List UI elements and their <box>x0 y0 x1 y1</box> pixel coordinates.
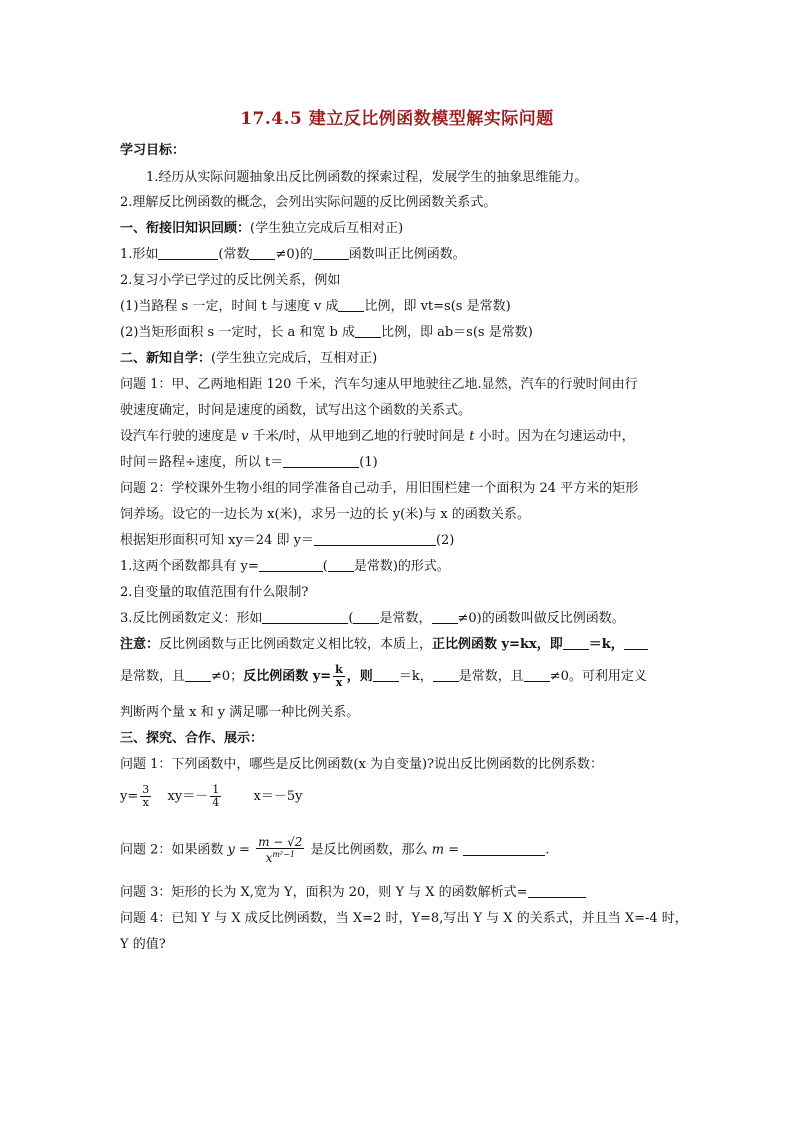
section-1-heading: 一、衔接旧知识回顾：(学生独立完成后互相对正) <box>120 221 404 236</box>
blank <box>433 668 459 682</box>
exercise-4-line-1: 问题 4：已知 Y 与 X 成反比例函数，当 X=2 时，Y=8,写出 Y 与 X 的关系式，并且当 X=-4 时， <box>120 911 688 926</box>
exercise-1-functions: y= $\frac{3}{x}$ xy＝－ $\frac{1}{4}$ x＝－5y <box>120 783 303 809</box>
question-2-2: (2)当矩形面积 s 一定时，长 a 和宽 b 成 比例，即 ab＝s(s 是常数) <box>120 325 533 340</box>
blank <box>262 610 348 624</box>
goals-heading: 学习目标： <box>120 143 186 158</box>
blank <box>355 324 381 338</box>
fraction-k-over-x: $\frac{k}{x}$ <box>335 663 343 689</box>
problem-2-line-3: 根据矩形面积可知 xy＝24 即 y＝ (2) <box>120 533 455 548</box>
problem-1-line-1: 问题 1：甲、乙两地相距 120 千米，汽车匀速从甲地驶往乙地.显然，汽车的行驶时间由行 <box>120 377 638 392</box>
note-line-1: 注意：反比例函数与正比例函数定义相比较，本质上，正比例函数 y=kx，即 ＝k， <box>120 636 648 654</box>
page-title: 17.4.5 建立反比例函数模型解实际问题 <box>240 109 554 129</box>
exercise-2: 问题 2：如果函数 y = $\frac{m - √2}{x^{m^2-1}}$ 是反比例函数，那么 m = . <box>120 835 550 865</box>
question-2-1: (1)当路程 s 一定，时间 t 与速度 v 成 比例，即 vt=s(s 是常数) <box>120 299 511 314</box>
section-3-heading: 三、探究、合作、展示： <box>120 731 264 746</box>
exercise-1: 问题 1：下列函数中，哪些是反比例函数(x 为自变量)?说出反比例函数的比例系数： <box>120 757 603 772</box>
blank <box>624 636 648 650</box>
problem-2-line-1: 问题 2：学校课外生物小组的同学准备自己动手，用旧围栏建一个面积为 24 平方米的矩形 <box>120 481 639 496</box>
problem-1-line-2: 驶速度确定，时间是速度的函数，试写出这个函数的关系式。 <box>120 403 472 418</box>
blank <box>259 558 323 572</box>
blank <box>432 610 458 624</box>
blank <box>158 246 218 260</box>
goal-1: 1.经历从实际问题抽象出反比例函数的探索过程，发展学生的抽象思维能力。 <box>146 170 588 185</box>
blank <box>373 668 399 682</box>
fraction-function: $\frac{m - √2}{x^{m^2-1}}$ <box>258 835 303 865</box>
blank <box>314 532 436 546</box>
question-1: 1.形如 (常数 ≠0)的 函数叫正比例函数。 <box>120 247 466 262</box>
fraction-3-over-x: $\frac{3}{x}$ <box>142 783 150 809</box>
blank <box>463 842 545 856</box>
fraction-1-over-4: $\frac{1}{4}$ <box>212 783 220 809</box>
blank <box>353 610 379 624</box>
section-2-heading: 二、新知自学：(学生独立完成后，互相对正) <box>120 351 378 366</box>
blank <box>249 246 275 260</box>
blank <box>283 454 359 468</box>
problem-1-line-4: 时间＝路程÷速度，所以 t＝ (1) <box>120 455 378 470</box>
problem-1-line-3: 设汽车行驶的速度是 v 千米/时，从甲地到乙地的行驶时间是 t 小时。因为在匀速运动中， <box>120 429 635 444</box>
reflection-2: 2.自变量的取值范围有什么限制? <box>120 585 309 600</box>
question-2: 2.复习小学已学过的反比例关系，例如 <box>120 273 341 288</box>
problem-2-line-2: 饲养场。设它的一边长为 x(米)，求另一边的长 y(米)与 x 的函数关系。 <box>120 507 530 522</box>
blank <box>528 884 586 898</box>
blank <box>313 246 349 260</box>
goal-2: 2.理解反比例函数的概念，会列出实际问题的反比例函数关系式。 <box>120 195 497 210</box>
reflection-1: 1.这两个函数都具有 y= ( 是常数)的形式。 <box>120 559 450 574</box>
exercise-4-line-2: Y 的值? <box>120 937 166 952</box>
exercise-3: 问题 3：矩形的长为 X,宽为 Y，面积为 20，则 Y 与 X 的函数解析式= <box>120 884 586 902</box>
reflection-3: 3.反比例函数定义：形如 ( 是常数， ≠0)的函数叫做反比例函数。 <box>120 611 625 626</box>
note-line-2: 是常数，且 ≠0；反比例函数 y= $\frac{k}{x}$ ，则 ＝k， 是常数，且 ≠0。可利用定义 <box>120 663 647 689</box>
blank <box>328 558 354 572</box>
blank <box>524 668 550 682</box>
note-line-3: 判断两个量 x 和 y 满足哪一种比例关系。 <box>120 705 360 720</box>
blank <box>338 298 364 312</box>
blank <box>563 636 589 650</box>
blank <box>185 668 211 682</box>
